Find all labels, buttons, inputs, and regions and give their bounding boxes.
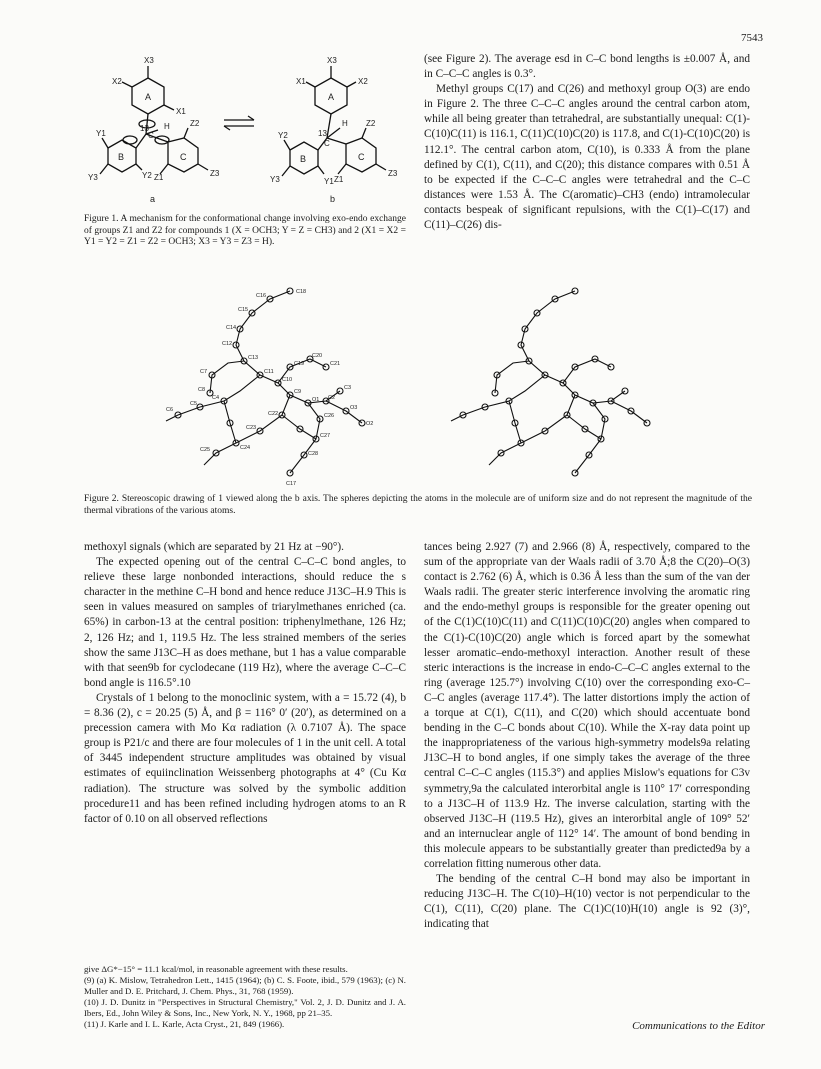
right-column-bottom xyxy=(424,540,750,932)
paragraph: Methyl groups C(17) and C(26) and methoxyl group O(3) are endo in Figure 2. The three C–C–C angles around the central carbon atom, while all being greater than tetrahedral, are substantially unequal: C(1)-C(10)C(11) is 116.1, C(11)C(10)C(20) is 117.8, and C(1)-C(10)C(20) is 112.1°. The central carbon atom, C(10), is 0.333 Å from the plane defined by C(1), C(11), and C(20); this distance compares with 0.51 Å to be expected if the C–C–C angles were tetrahedral and the C–C distances were 1.53 Å. The C(aromatic)–CH3 (endo) intramolecular contacts bespeak of significant repulsions, with the C(1)–C(17) and C(11)–C(26) dis- xyxy=(424,83,750,232)
atom-label: C28 xyxy=(308,451,319,457)
atom-label: C3 xyxy=(344,385,352,391)
fig1-label: Y1 xyxy=(324,177,334,186)
atom-label: C21 xyxy=(330,361,341,367)
figure-1-caption: Figure 1. A mechanism for the conformational change involving exo-endo exchange of groups Z1 and Z2 for compounds 1 (X = OCH3; Y = Z = CH3) and 2 (X1 = X2 = Y1 = Y2 = Z1 = Z2 = OCH3; X3 = Y3 = Z3 = H). xyxy=(84,214,406,247)
atom-label: C6 xyxy=(166,407,174,413)
atom-label: C18 xyxy=(296,289,307,295)
fig1-label: Y2 xyxy=(278,131,288,140)
fig1-label: Z3 xyxy=(388,169,398,178)
figure-1-svg xyxy=(84,52,414,202)
footnote: give ΔG*−15° = 11.1 kcal/mol, in reasonable agreement with these results. xyxy=(84,964,348,974)
figure-1-drawing xyxy=(84,52,414,202)
atom-label: C9 xyxy=(294,389,302,395)
atom-label: C12 xyxy=(222,341,233,347)
paragraph: methoxyl signals (which are separated by 21 Hz at −90°). xyxy=(84,541,344,553)
atom-label: C17 xyxy=(286,481,297,487)
footnote: (9) (a) K. Mislow, Tetrahedron Lett., 1415 (1964); (b) C. S. Foote, ibid., 579 (1963); (c) N. Muller and D. E. Pritchard, J. Chem. Phys., 31, 768 (1959). xyxy=(84,975,406,996)
footnote: (11) J. Karle and I. L. Karle, Acta Cryst., 21, 849 (1966). xyxy=(84,1019,285,1029)
atom-label: C22 xyxy=(268,411,279,417)
atom-label: C25 xyxy=(200,447,211,453)
fig1-label: Y2 xyxy=(142,171,152,180)
stereo-atom-labels xyxy=(166,289,373,487)
fig1-label: Y3 xyxy=(270,175,280,184)
paragraph: (see Figure 2). The average esd in C–C bond lengths is ±0.007 Å, and in C–C–C angles is 0.3°. xyxy=(424,53,750,81)
paragraph: tances being 2.927 (7) and 2.966 (8) Å, respectively, compared to the sum of the appropriate van der Waals radii of 3.70 Å;8 the C(20)–O(3) contact is 2.762 (6) Å, which is 0.36 Å less than the sum of the van der Waals radii. The greater steric interference involving the aromatic ring and the endo-methyl groups is responsible for the greater opening out of the C(1)C(10)C(11) and C(11)C(10)C(20) angles when compared to the C(1)-C(10)C(20) angle which is forced apart by the somewhat lesser aromatic–endo-methoxyl interaction. Another result of these steric interactions is the increase in endo-C–C–C angles external to the ring (average 125.7°) involving C(10) over the corresponding exo-C–C–C angles (average 117.4°). The latter distortions imply the action of a torque at C(1), C(11), and C(20) which should accentuate bond bending in the C–C bonds about C(10). While the X-ray data point up the inappropriateness of the various high-symmetry models9a relating J13C–H to bond angles, if one simply takes the average of the three central C–C–C angles (115.3°) and applies Mislow's equations for C3v symmetry,9a the calculated interorbital angle is 110° 17′ corresponding to a J13C–H of 113.9 Hz. The inverse calculation, starting with the observed J13C–H (119.5 Hz), gives an interorbital angle of 109° 52′ and an internuclear angle of 112° 14′. The amount of bond bending in this molecule appears to be substantially greater than predicted9a by a correlation fitting numerous other data. xyxy=(424,541,750,870)
footnote: (10) J. D. Dunitz in "Perspectives in Structural Chemistry," Vol. 2, J. D. Dunitz and J. A. Ibers, Ed., John Wiley & Sons, Inc., New York, N. Y., 1968, pp 21–35. xyxy=(84,997,406,1018)
paragraph: The bending of the central C–H bond may also be important in reducing J13C–H. The C(10)–H(10) vector is not perpendicular to the C(1), C(11), C(20) plane. The C(1)C(10)H(10) angle is 92 (3)°, indicating that xyxy=(424,873,750,931)
fig1-label: 13 xyxy=(318,129,327,138)
figure-2-svg xyxy=(140,283,700,488)
atom-label: C2 xyxy=(328,395,336,401)
atom-label: C26 xyxy=(324,413,335,419)
fig1-label: B xyxy=(118,152,125,162)
atom-label: C7 xyxy=(200,369,208,375)
fig1-label: A xyxy=(145,92,152,102)
atom-label: O3 xyxy=(350,405,358,411)
atom-label: C4 xyxy=(212,395,220,401)
fig1-label: Y1 xyxy=(96,129,106,138)
fig1-label: Z1 xyxy=(334,175,344,184)
equilibrium-arrows-icon xyxy=(224,116,254,130)
atom-label: C19 xyxy=(294,361,305,367)
fig1-label: Y3 xyxy=(88,173,98,182)
fig1-label: H xyxy=(342,119,348,128)
fig1-label: C xyxy=(324,139,330,148)
atom-label: O1 xyxy=(312,397,320,403)
fig1-sub-a: a xyxy=(150,194,156,204)
molecule-left xyxy=(166,288,365,476)
fig1-label: B xyxy=(300,154,307,164)
right-column-top xyxy=(424,52,750,233)
structure-a-labels xyxy=(88,56,220,204)
atom-label: O2 xyxy=(366,421,374,427)
fig1-label: 13 xyxy=(140,124,149,133)
paragraph: Crystals of 1 belong to the monoclinic system, with a = 15.72 (4), b = 8.36 (2), c = 20.25 (5) Å, and β = 116° 0′ (20′), as determined on a precession camera with Mo Kα radiation (λ 0.7107 Å). The space group is P21/c and there are four molecules of 1 in the unit cell. A total of 3445 independent structure amplitudes was obtained by visual estimates of equiinclination Weissenberg photographs at 4° (Cu Kα radiation). The structure was solved by the symbolic addition procedure11 and has been refined including hydrogen atoms to an R factor of 0.10 on all observed reflections xyxy=(84,691,406,825)
atom-label: C23 xyxy=(246,425,257,431)
fig1-label: Z2 xyxy=(190,119,200,128)
atom-label: C20 xyxy=(312,353,323,359)
figure-2-caption: Figure 2. Stereoscopic drawing of 1 viewed along the b axis. The spheres depicting the atoms in the molecule are of uniform size and do not represent the magnitude of the thermal vibrations of the various atoms. xyxy=(84,494,752,516)
footnotes xyxy=(84,964,406,1030)
atom-label: C14 xyxy=(226,325,237,331)
atom-label: C16 xyxy=(256,293,267,299)
fig1-label: A xyxy=(328,92,335,102)
fig1-label: Z1 xyxy=(154,173,164,182)
atom-label: C24 xyxy=(240,445,251,451)
fig1-label: X3 xyxy=(144,56,154,65)
left-column-bottom xyxy=(84,540,406,827)
fig1-label: H xyxy=(164,122,170,131)
molecule-right xyxy=(451,288,650,476)
fig1-label: X1 xyxy=(296,77,306,86)
atom-label: C11 xyxy=(264,369,274,375)
fig1-label: X2 xyxy=(358,77,368,86)
fig1-label: C xyxy=(358,152,365,162)
atom-label: C10 xyxy=(282,377,293,383)
page-number: 7543 xyxy=(741,32,763,44)
fig1-label: Z2 xyxy=(366,119,376,128)
atom-label: C27 xyxy=(320,433,331,439)
fig1-label: Z3 xyxy=(210,169,220,178)
atom-label: C15 xyxy=(238,307,249,313)
fig1-label: X3 xyxy=(327,56,337,65)
fig1-label: C xyxy=(180,152,187,162)
figure-2-stereo-drawing xyxy=(140,283,700,488)
fig1-label: C xyxy=(148,131,154,140)
structure-b-labels xyxy=(270,56,398,204)
atom-label: C5 xyxy=(190,401,198,407)
journal-section-footer: Communications to the Editor xyxy=(632,1020,765,1032)
atom-label: C13 xyxy=(248,355,259,361)
fig1-label: X1 xyxy=(176,107,186,116)
paragraph: The expected opening out of the central C–C–C bond angles, to relieve these large nonbonded interactions, should reduce the s character in the methine C–H bond and hence reduce J13C–H.9 This is seen in values measured on samples of triarylmethanes enriched (ca. 65%) in carbon-13 at the central position: triphenylmethane, 126 Hz; 2, 126 Hz; and 1, 119.5 Hz. The less strained members of the series show the same J13C–H as does methane, but 1 has a value comparable with that seen9b for cyclodecane (119 Hz), where the average C–C–C bond angle is 116.5°.10 xyxy=(84,556,406,689)
atom-label: C8 xyxy=(198,387,206,393)
fig1-sub-b: b xyxy=(330,194,336,204)
fig1-label: X2 xyxy=(112,77,122,86)
